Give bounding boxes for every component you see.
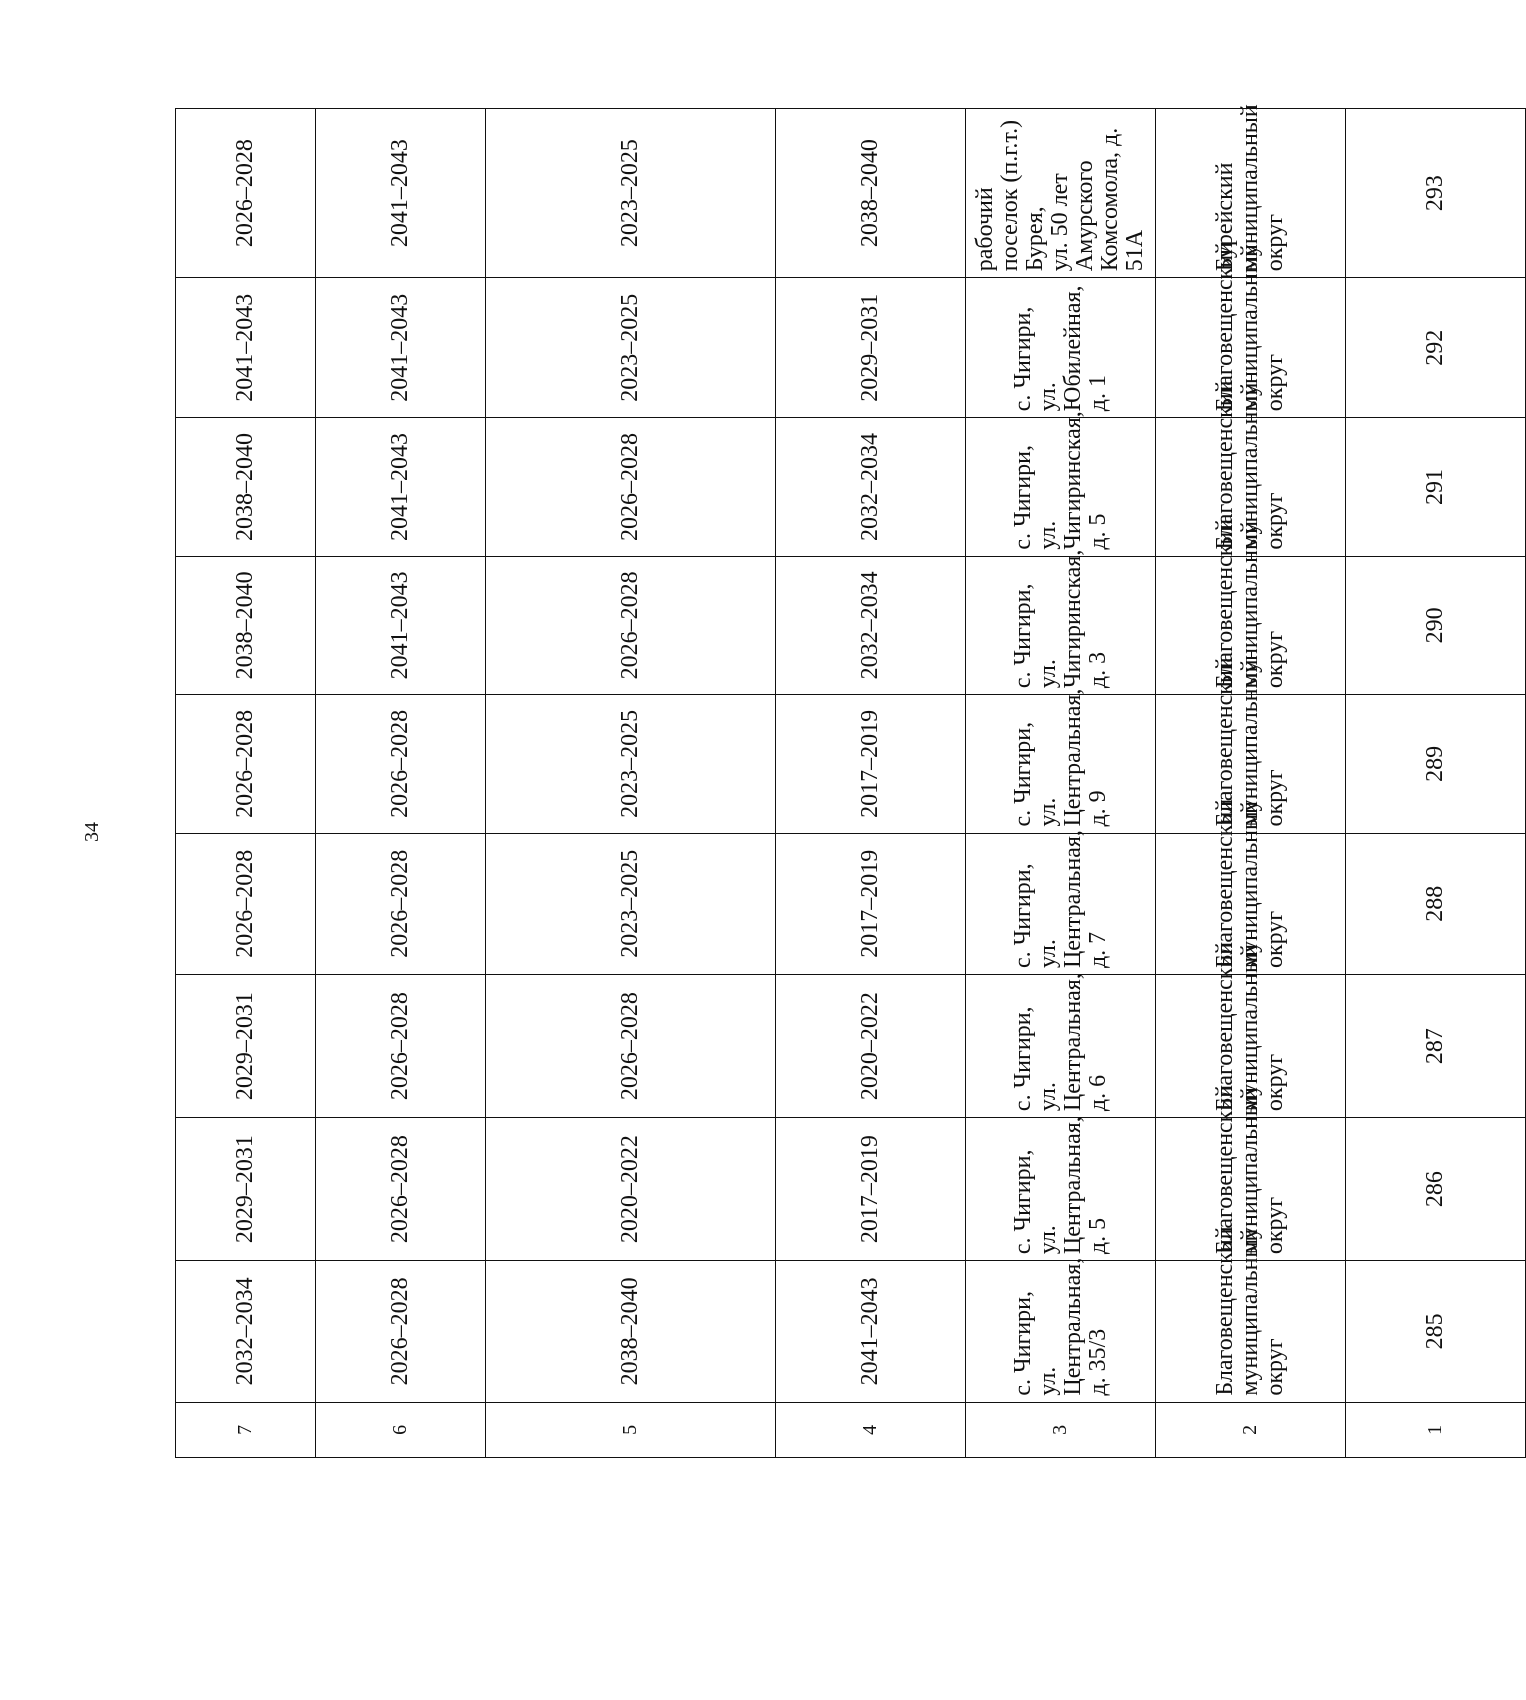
- table-row: [176, 109, 316, 1458]
- cell-line: Благовещенский: [1212, 242, 1238, 412]
- year-range-cell: 2041–2043: [316, 418, 486, 556]
- cell-line: с. Чигири,: [1009, 1291, 1036, 1396]
- year-range-cell: 2023–2025: [486, 695, 776, 833]
- row-number-cell: 287: [1346, 975, 1526, 1118]
- address-cell: [966, 1118, 1156, 1261]
- row-number-cell: 289: [1346, 695, 1526, 833]
- cell-line: Благовещенский: [1212, 1226, 1238, 1396]
- address-cell: [966, 975, 1156, 1118]
- column-header: 3: [966, 1402, 1156, 1457]
- district-cell: [1156, 518, 1346, 694]
- year-range-cell: 2026–2028: [316, 695, 486, 833]
- year-range-cell: 2041–2043: [176, 278, 316, 418]
- year-range-cell: 2029–2031: [176, 975, 316, 1118]
- year-range-cell: 2041–2043: [316, 278, 486, 418]
- cell-line: муниципальный: [1237, 244, 1263, 412]
- year-range-cell: 2029–2031: [176, 1118, 316, 1261]
- year-range-cell: 2023–2025: [486, 833, 776, 975]
- year-range-cell: 2041–2043: [316, 556, 486, 694]
- year-range-cell: 2032–2034: [776, 556, 966, 694]
- column-header: 7: [176, 1402, 316, 1457]
- district-cell: [1156, 941, 1346, 1118]
- cell-line: ул. Центральная,: [1034, 1257, 1086, 1396]
- cell-line: рабочий поселок (п.г.т.): [972, 119, 1023, 272]
- cell-line: с. Чигири,: [1009, 1006, 1036, 1112]
- district-cell: [1156, 1084, 1346, 1261]
- cell-line: округ: [1262, 1196, 1288, 1255]
- cell-line: муниципальный: [1237, 382, 1263, 550]
- table-row: [316, 109, 486, 1458]
- district-cell: [1156, 242, 1346, 418]
- cell-line: ул. Чигиринская, д. 3: [1034, 549, 1111, 689]
- year-range-cell: 2026–2028: [316, 1118, 486, 1261]
- cell-line: ул. Чигиринская, д. 5: [1034, 411, 1111, 550]
- column-header: 6: [316, 1402, 486, 1457]
- district-cell: [1156, 657, 1346, 833]
- cell-line: муниципальный: [1237, 1087, 1263, 1255]
- year-range-cell: 2026–2028: [486, 418, 776, 556]
- year-range-cell: 2041–2043: [316, 109, 486, 278]
- cell-line: Бурейский: [1212, 162, 1238, 272]
- cell-line: округ: [1262, 630, 1288, 689]
- table-row: [1346, 109, 1526, 1458]
- cell-line: с. Чигири,: [1009, 306, 1036, 412]
- rotated-table-wrapper: [175, 104, 1448, 1458]
- table-row: [776, 109, 966, 1458]
- district-cell: [1156, 1226, 1346, 1403]
- address-cell: [966, 411, 1156, 556]
- district-cell: [1156, 380, 1346, 556]
- cell-line: д. 35/3: [1084, 1328, 1111, 1396]
- cell-line: с. Чигири,: [1009, 445, 1036, 550]
- cell-line: Комсомола, д. 51А: [1097, 127, 1148, 272]
- cell-line: Благовещенский: [1212, 1084, 1238, 1255]
- row-number-cell: 293: [1346, 109, 1526, 278]
- cell-line: округ: [1262, 354, 1288, 412]
- year-range-cell: 2026–2028: [176, 109, 316, 278]
- address-cell: [966, 688, 1156, 833]
- year-range-cell: 2038–2040: [486, 1261, 776, 1403]
- cell-line: Благовещенский: [1212, 941, 1238, 1112]
- row-number-cell: 285: [1346, 1261, 1526, 1403]
- cell-line: муниципальный: [1237, 659, 1263, 827]
- cell-line: муниципальный: [1237, 521, 1263, 689]
- year-range-cell: 2026–2028: [176, 833, 316, 975]
- table-row: [486, 109, 776, 1458]
- district-cell: [1156, 798, 1346, 975]
- cell-line: округ: [1262, 492, 1288, 550]
- cell-line: ул. Юбилейная, д. 1: [1034, 285, 1111, 412]
- cell-line: ул. Центральная, д. 7: [1034, 830, 1111, 969]
- row-number-cell: 290: [1346, 556, 1526, 694]
- address-cell: [966, 109, 1156, 278]
- column-header: 5: [486, 1402, 776, 1457]
- cell-line: округ: [1262, 910, 1288, 969]
- year-range-cell: 2023–2025: [486, 109, 776, 278]
- cell-line: округ: [1262, 769, 1288, 827]
- year-range-cell: 2023–2025: [486, 278, 776, 418]
- cell-line: Благовещенский: [1212, 798, 1238, 969]
- column-header: 2: [1156, 1402, 1346, 1457]
- row-number-cell: 286: [1346, 1118, 1526, 1261]
- year-range-cell: 2038–2040: [176, 418, 316, 556]
- cell-line: муниципальный: [1237, 801, 1263, 969]
- year-range-cell: 2026–2028: [486, 556, 776, 694]
- year-range-cell: 2026–2028: [316, 975, 486, 1118]
- year-range-cell: 2038–2040: [776, 109, 966, 278]
- column-header: 1: [1346, 1402, 1526, 1457]
- cell-line: муниципальный: [1237, 1228, 1263, 1396]
- row-number-cell: 291: [1346, 418, 1526, 556]
- cell-line: с. Чигири,: [1009, 1149, 1036, 1255]
- year-range-cell: 2020–2022: [776, 975, 966, 1118]
- cell-line: Благовещенский: [1212, 657, 1238, 827]
- cell-line: муниципальный: [1237, 944, 1263, 1112]
- address-cell: [966, 549, 1156, 694]
- cell-line: муниципальный: [1237, 104, 1263, 272]
- year-range-cell: 2032–2034: [176, 1261, 316, 1403]
- cell-line: ул. Центральная, д. 5: [1034, 1116, 1111, 1255]
- year-range-cell: 2026–2028: [316, 1261, 486, 1403]
- row-number-cell: 292: [1346, 278, 1526, 418]
- year-range-cell: 2017–2019: [776, 1118, 966, 1261]
- cell-line: Благовещенский: [1212, 518, 1238, 689]
- page-number: 34: [81, 822, 103, 842]
- year-range-cell: 2026–2028: [486, 975, 776, 1118]
- address-cell: [966, 278, 1156, 418]
- row-number-cell: 288: [1346, 833, 1526, 975]
- year-range-cell: 2017–2019: [776, 695, 966, 833]
- table-body: [176, 104, 1526, 1458]
- table-row: [1156, 109, 1346, 1458]
- cell-line: округ: [1262, 1338, 1288, 1396]
- year-range-cell: 2029–2031: [776, 278, 966, 418]
- year-range-cell: 2041–2043: [776, 1261, 966, 1403]
- cell-line: с. Чигири,: [1009, 583, 1036, 689]
- cell-line: округ: [1262, 1053, 1288, 1112]
- cell-line: округ: [1262, 214, 1288, 272]
- cell-line: ул. 50 лет Амурского: [1047, 160, 1098, 272]
- year-range-cell: 2038–2040: [176, 556, 316, 694]
- cell-line: ул. Центральная, д. 9: [1034, 688, 1111, 827]
- cell-line: Бурея,: [1022, 206, 1048, 272]
- cell-line: с. Чигири,: [1009, 721, 1036, 827]
- table-row: [966, 109, 1156, 1458]
- cell-line: Благовещенский: [1212, 380, 1238, 550]
- schedule-table: [175, 104, 1526, 1458]
- cell-line: ул. Центральная, д. 6: [1034, 973, 1111, 1112]
- address-cell: [966, 1257, 1156, 1403]
- cell-line: с. Чигири,: [1009, 863, 1036, 969]
- column-header: 4: [776, 1402, 966, 1457]
- year-range-cell: 2032–2034: [776, 418, 966, 556]
- year-range-cell: 2020–2022: [486, 1118, 776, 1261]
- year-range-cell: 2026–2028: [176, 695, 316, 833]
- year-range-cell: 2017–2019: [776, 833, 966, 975]
- year-range-cell: 2026–2028: [316, 833, 486, 975]
- district-cell: [1156, 104, 1346, 278]
- address-cell: [966, 830, 1156, 975]
